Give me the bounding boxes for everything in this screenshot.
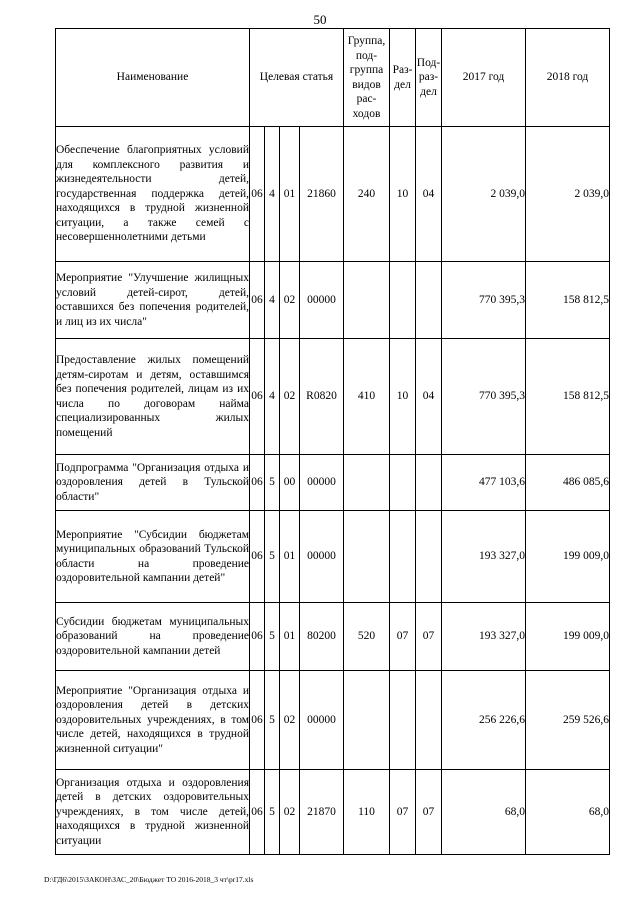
row-name xyxy=(56,339,250,455)
target-part-2: 5 xyxy=(265,770,280,855)
target-part-3: 02 xyxy=(280,339,300,455)
row-name-text: Мероприятие "Организация отдыха и оздоровления детей в детских оздоровительных учреждениях, в том числе детей, находящихся в трудной жизненной ситуации" xyxy=(56,684,249,755)
amount-2018: 259 526,6 xyxy=(526,671,610,770)
table-row xyxy=(56,671,610,770)
expense-group: 410 xyxy=(344,339,390,455)
target-part-1: 06 xyxy=(250,671,265,770)
row-name-text: Предоставление жилых помещений детям-сиротам и детям, оставшимся без попечения родителей, лицам из их числа по договорам найма специализированных жилых помещений xyxy=(56,354,249,439)
file-path-footer: D:\ГД6\2015\ЗАКОН\ЗАС_20\Бюджет ТО 2016-2018_3 чт\pr17.xls xyxy=(44,875,254,884)
header-group: Группа, под- группа видов рас- ходов xyxy=(344,29,390,127)
subsection-code: 07 xyxy=(416,770,442,855)
row-name xyxy=(56,671,250,770)
target-part-3: 01 xyxy=(280,603,300,671)
target-part-3: 02 xyxy=(280,671,300,770)
section-code: 10 xyxy=(390,339,416,455)
amount-2017: 770 395,3 xyxy=(442,339,526,455)
target-code: 80200 xyxy=(300,603,344,671)
subsection-code xyxy=(416,455,442,511)
target-part-2: 5 xyxy=(265,671,280,770)
target-part-1: 06 xyxy=(250,262,265,339)
subsection-code xyxy=(416,511,442,603)
target-part-2: 5 xyxy=(265,455,280,511)
target-part-2: 5 xyxy=(265,511,280,603)
amount-2017: 193 327,0 xyxy=(442,511,526,603)
section-code xyxy=(390,511,416,603)
expense-group xyxy=(344,671,390,770)
target-part-3: 01 xyxy=(280,511,300,603)
target-part-2: 5 xyxy=(265,603,280,671)
row-name xyxy=(56,770,250,855)
table-row xyxy=(56,262,610,339)
row-name-text: Мероприятие "Улучшение жилищных условий детей-сирот, детей, оставшихся без попечения родителей, и лиц из их числа" xyxy=(56,272,249,328)
table-row xyxy=(56,127,610,262)
row-name xyxy=(56,262,250,339)
target-code: 00000 xyxy=(300,511,344,603)
header-name: Наименование xyxy=(56,29,250,127)
expense-group: 520 xyxy=(344,603,390,671)
row-name-text: Подпрограмма "Организация отдыха и оздоровления детей в Тульской области" xyxy=(56,461,249,503)
amount-2018: 68,0 xyxy=(526,770,610,855)
target-code: 00000 xyxy=(300,455,344,511)
header-target: Целевая статья xyxy=(250,29,344,127)
amount-2018: 486 085,6 xyxy=(526,455,610,511)
target-part-3: 02 xyxy=(280,262,300,339)
subsection-code: 07 xyxy=(416,603,442,671)
budget-table xyxy=(55,28,610,855)
expense-group xyxy=(344,262,390,339)
target-code: R0820 xyxy=(300,339,344,455)
amount-2018: 158 812,5 xyxy=(526,262,610,339)
target-code: 21870 xyxy=(300,770,344,855)
amount-2017: 68,0 xyxy=(442,770,526,855)
row-name xyxy=(56,455,250,511)
section-code xyxy=(390,671,416,770)
target-part-1: 06 xyxy=(250,339,265,455)
subsection-code: 04 xyxy=(416,339,442,455)
expense-group: 240 xyxy=(344,127,390,262)
row-name xyxy=(56,511,250,603)
subsection-code: 04 xyxy=(416,127,442,262)
table-row xyxy=(56,770,610,855)
row-name-text: Мероприятие "Субсидии бюджетам муниципальных образований Тульской области на проведение оздоровительной кампании детей" xyxy=(56,528,249,584)
row-name xyxy=(56,603,250,671)
subsection-code xyxy=(416,262,442,339)
amount-2017: 256 226,6 xyxy=(442,671,526,770)
amount-2017: 193 327,0 xyxy=(442,603,526,671)
amount-2017: 770 395,3 xyxy=(442,262,526,339)
header-2018: 2018 год xyxy=(526,29,610,127)
row-name-text: Обеспечение благоприятных условий для комплексного развития и жизнедеятельности детей, государственная поддержка детей, находящихся в трудной жизненной ситуации, а также семей с несовершеннолетними детьми xyxy=(56,144,249,244)
amount-2018: 199 009,0 xyxy=(526,603,610,671)
expense-group xyxy=(344,511,390,603)
target-part-1: 06 xyxy=(250,511,265,603)
target-part-3: 00 xyxy=(280,455,300,511)
section-code xyxy=(390,262,416,339)
target-code: 00000 xyxy=(300,262,344,339)
target-part-3: 01 xyxy=(280,127,300,262)
header-section: Раз- дел xyxy=(390,29,416,127)
target-part-1: 06 xyxy=(250,770,265,855)
section-code: 07 xyxy=(390,770,416,855)
amount-2017: 477 103,6 xyxy=(442,455,526,511)
section-code xyxy=(390,455,416,511)
header-2017: 2017 год xyxy=(442,29,526,127)
target-part-1: 06 xyxy=(250,455,265,511)
amount-2018: 2 039,0 xyxy=(526,127,610,262)
row-name-text: Субсидии бюджетам муниципальных образований на проведение оздоровительной кампании детей xyxy=(56,615,249,657)
target-part-2: 4 xyxy=(265,262,280,339)
amount-2018: 199 009,0 xyxy=(526,511,610,603)
target-part-3: 02 xyxy=(280,770,300,855)
row-name-text: Организация отдыха и оздоровления детей в детских оздоровительных учреждениях, в том числе детей, находящихся в трудной жизненной ситуации xyxy=(56,776,249,847)
target-part-1: 06 xyxy=(250,603,265,671)
header-row xyxy=(56,29,610,127)
page-number: 50 xyxy=(313,12,327,27)
expense-group: 110 xyxy=(344,770,390,855)
section-code: 10 xyxy=(390,127,416,262)
table-row xyxy=(56,455,610,511)
expense-group xyxy=(344,455,390,511)
target-part-2: 4 xyxy=(265,127,280,262)
subsection-code xyxy=(416,671,442,770)
table-row xyxy=(56,603,610,671)
header-subsection: Под- раз- дел xyxy=(416,29,442,127)
target-code: 21860 xyxy=(300,127,344,262)
target-part-2: 4 xyxy=(265,339,280,455)
target-part-1: 06 xyxy=(250,127,265,262)
table-row xyxy=(56,339,610,455)
amount-2017: 2 039,0 xyxy=(442,127,526,262)
section-code: 07 xyxy=(390,603,416,671)
row-name xyxy=(56,127,250,262)
table-row xyxy=(56,511,610,603)
target-code: 00000 xyxy=(300,671,344,770)
amount-2018: 158 812,5 xyxy=(526,339,610,455)
